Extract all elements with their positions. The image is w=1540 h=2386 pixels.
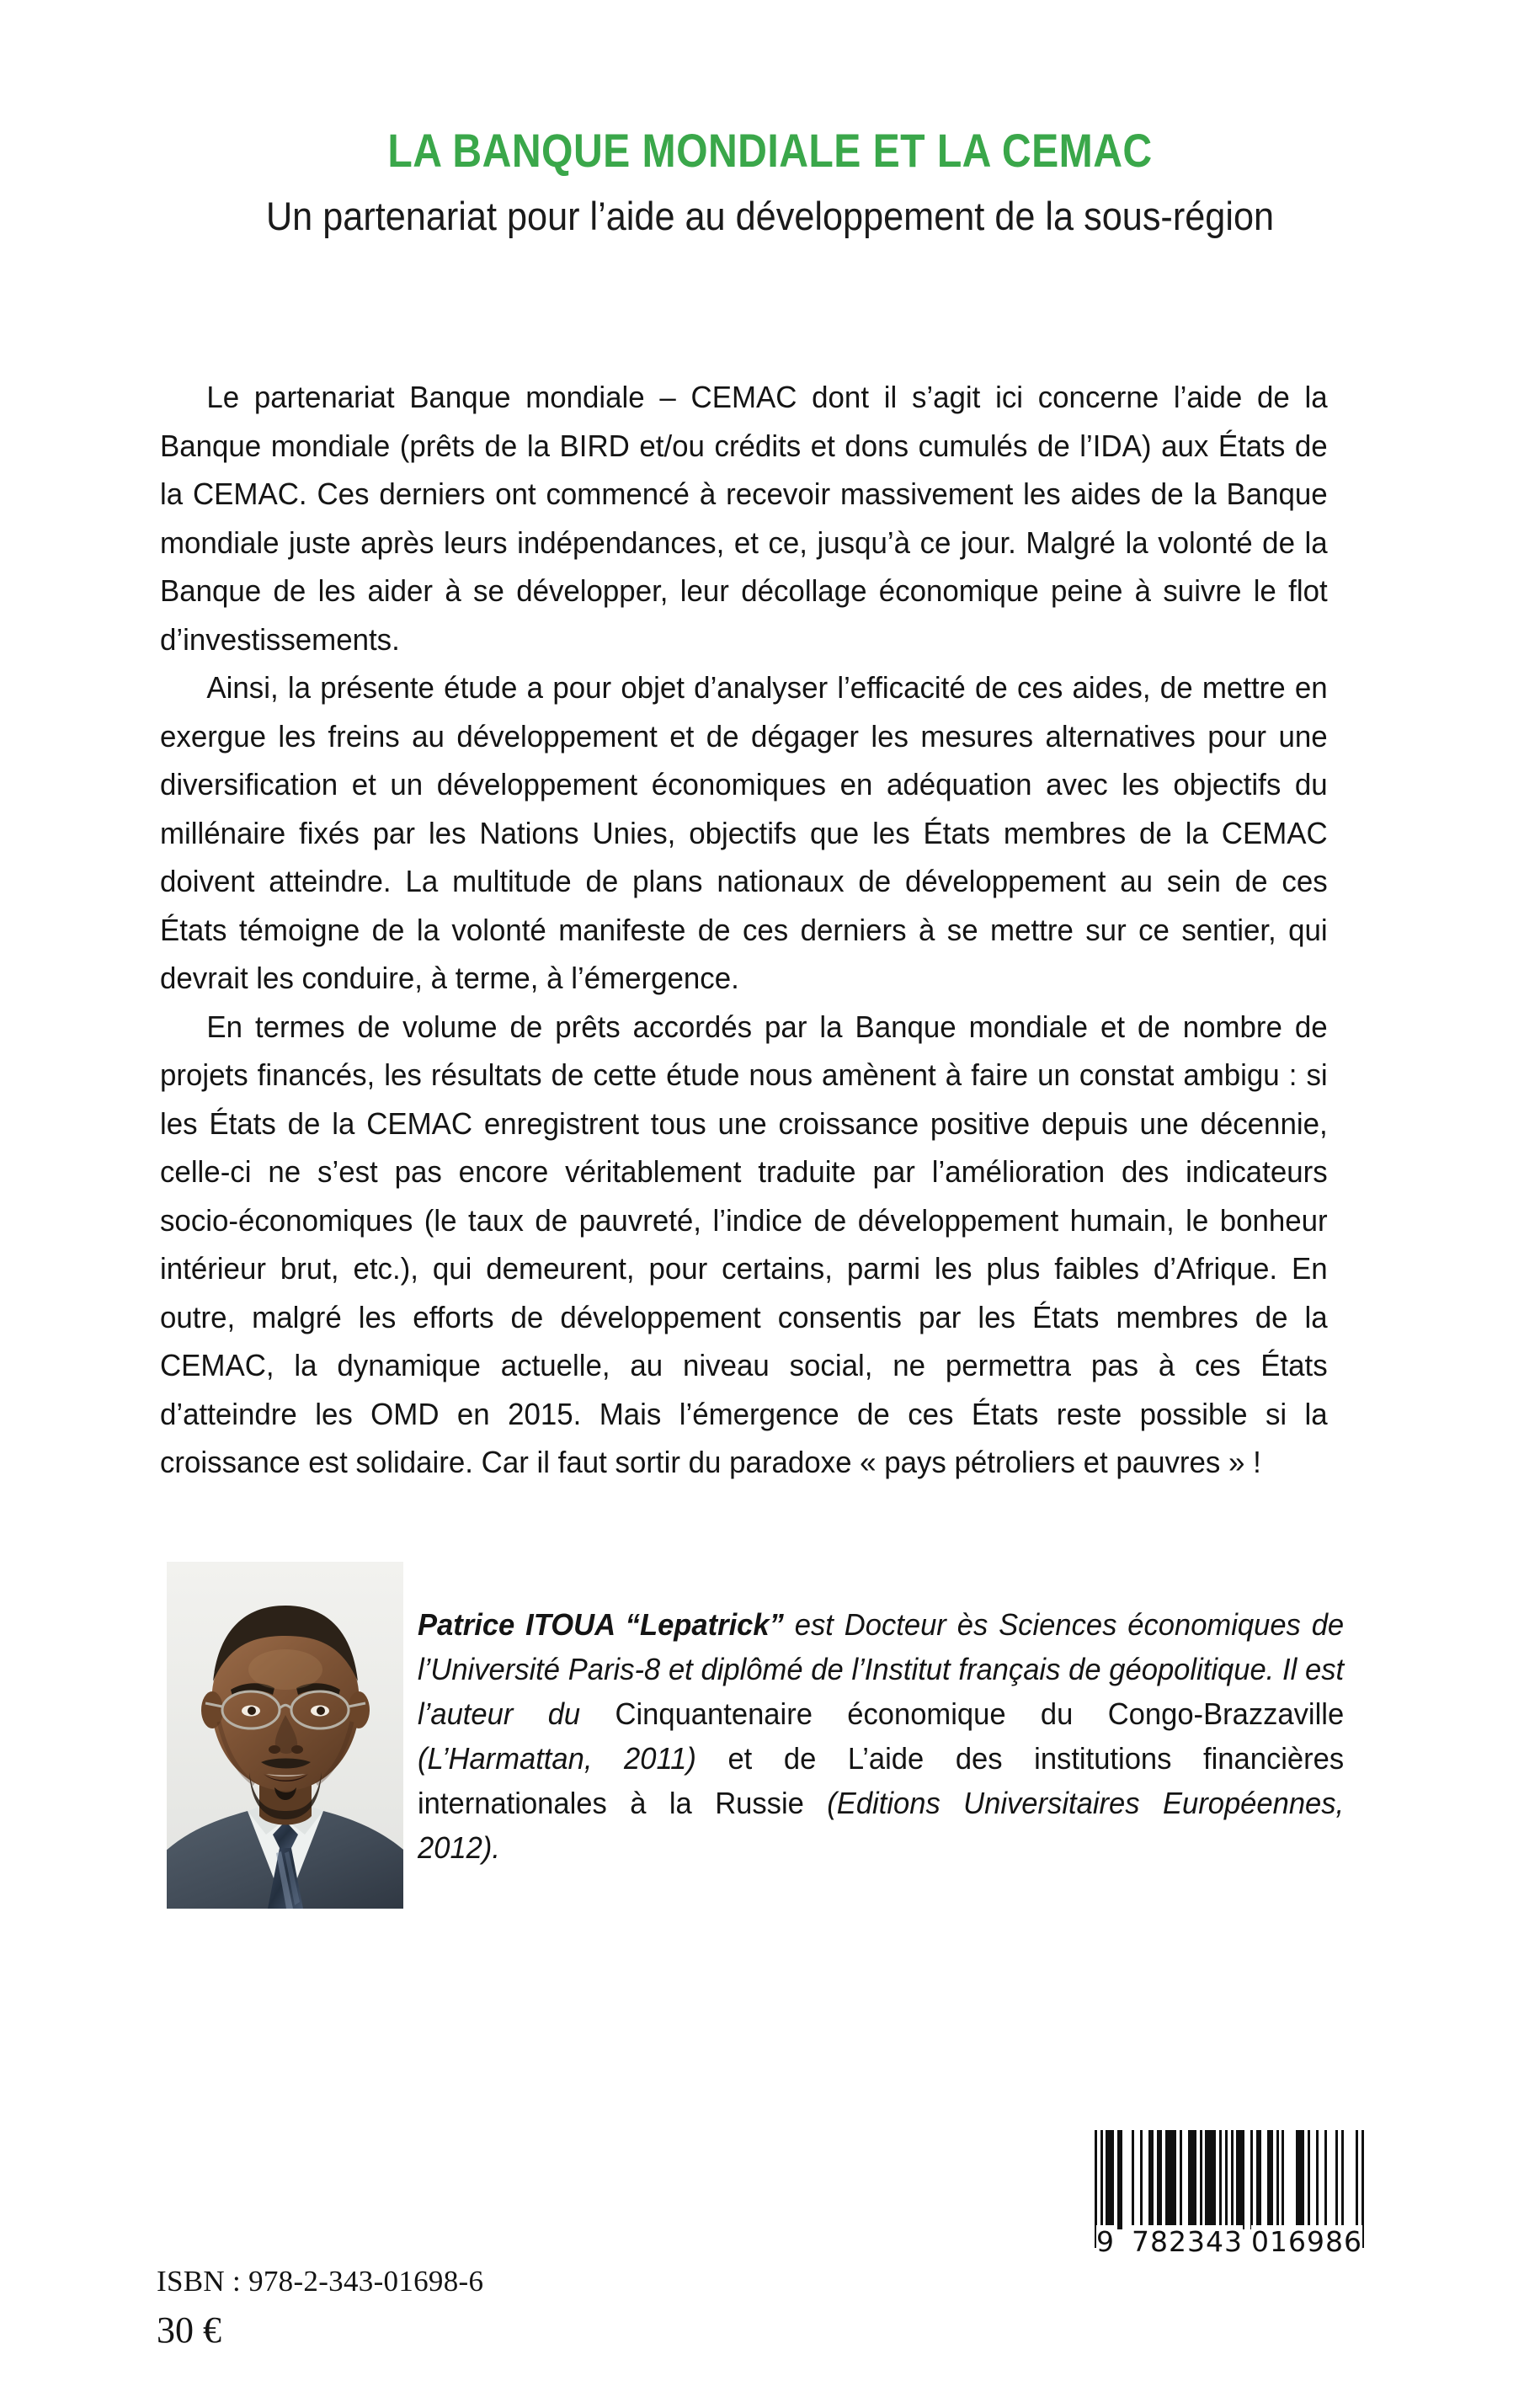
author-work-title-2: L’aide des institutions financières internationales à la Russie — [418, 1741, 1345, 1820]
author-portrait-image — [167, 1562, 403, 1909]
blurb-text — [160, 373, 1328, 1487]
page-title: LA BANQUE MONDIALE ET LA CEMAC — [387, 124, 1153, 177]
author-bio-part1: est Docteur ès Sciences économiques de l’Université Paris-8 et diplômé de l’Institut français de géopolitique. Il est l’auteur du — [418, 1607, 1345, 1731]
barcode-right-group: 016986 — [1251, 2225, 1362, 2258]
isbn-text: ISBN : 978-2-343-01698-6 — [157, 2265, 484, 2298]
barcode-left-group: 782343 — [1132, 2225, 1243, 2258]
author-work-publisher-2: (Editions Universitaires Européennes, 2012). — [418, 1786, 1345, 1865]
barcode — [1095, 2130, 1364, 2282]
title-block — [0, 126, 1540, 237]
author-photo — [167, 1562, 403, 1909]
barcode-lead-digit: 9 — [1096, 2225, 1115, 2258]
barcode-digits — [1095, 2226, 1364, 2258]
blurb-paragraph: En termes de volume de prêts accordés par la Banque mondiale et de nombre de projets financés, les résultats de cette étude nous amènent à faire un constat ambigu : si les États de la CEMAC enregistrent tous une croissance positive depuis une décennie, celle-ci ne s’est pas encore véritablement traduite par l’amélioration des indicateurs socio-économiques (le taux de pauvreté, l’indice de développement humain, le bonheur intérieur brut, etc.), qui demeurent, pour certains, parmi les plus faibles d’Afrique. En outre, malgré les efforts de développement consentis par les États membres de la CEMAC, la dynamique actuelle, au niveau social, ne permettra pas à ces États d’atteindre les OMD en 2015. Mais l’émergence de ces États reste possible si la croissance est solidaire. Car il faut sortir du paradoxe « pays pétroliers et pauvres » ! — [160, 1009, 1328, 1479]
author-bio — [418, 1602, 1344, 1870]
blurb-paragraph: Le partenariat Banque mondiale – CEMAC dont il s’agit ici concerne l’aide de la Banque mondiale (prêts de la BIRD et/ou crédits et dons cumulés de l’IDA) aux États de la CEMAC. Ces derniers ont commencé à recevoir massivement les aides de la Banque mondiale juste après leurs indépendances, et ce, jusqu’à ce jour. Malgré la volonté de la Banque de les aider à se développer, leur décollage économique peine à suivre le flot d’investissements. — [160, 380, 1328, 657]
blurb-paragraph: Ainsi, la présente étude a pour objet d’analyser l’efficacité de ces aides, de mettre en exergue les freins au développement et de dégager les mesures alternatives pour une diversification et un développement économiques en adéquation avec les objectifs du millénaire fixés par les Nations Unies, objectifs que les États membres de la CEMAC doivent atteindre. La multitude de plans nationaux de développement au sein de ces États témoigne de la volonté manifeste de ces derniers à se mettre sur ce sentier, qui devrait les conduire, à terme, à l’émergence. — [160, 670, 1328, 995]
author-work-title-1: Cinquantenaire économique du Congo-Brazzaville — [615, 1696, 1345, 1731]
price-text: 30 € — [157, 2309, 221, 2351]
author-work-publisher-1: (L’Harmattan, 2011) — [418, 1741, 728, 1776]
author-bio-connector: et de — [727, 1741, 848, 1776]
author-name: Patrice ITOUA “Lepatrick” — [418, 1607, 784, 1642]
page-subtitle: Un partenariat pour l’aide au développement de la sous-région — [265, 193, 1275, 238]
